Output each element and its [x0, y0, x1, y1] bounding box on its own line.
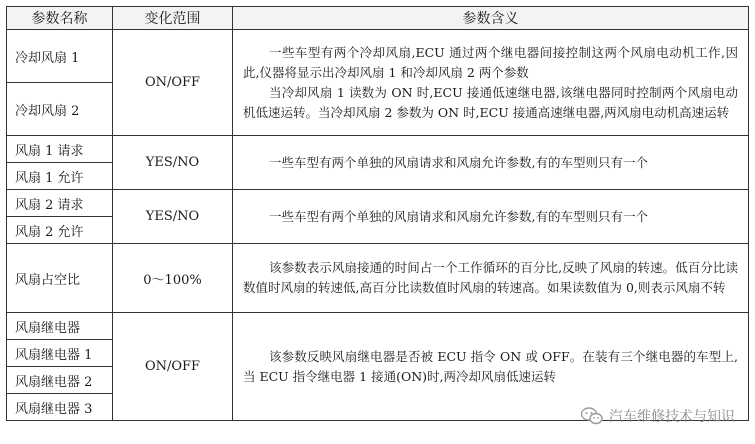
table-row	[7, 313, 749, 340]
fan-parameter-table	[6, 6, 749, 421]
param-name: 风扇继电器 2	[7, 367, 113, 394]
header-row	[7, 7, 749, 30]
param-range: YES/NO	[113, 190, 233, 244]
param-meaning	[233, 136, 749, 190]
param-name: 风扇 2 请求	[7, 190, 113, 217]
header-param-name: 参数名称	[7, 7, 113, 30]
param-meaning	[233, 30, 749, 136]
meaning-paragraph: 当冷却风扇 1 读数为 ON 时,ECU 接通低速继电器,该继电器同时控制两个风扇电动机低速运转。当冷却风扇 2 参数为 ON 时,ECU 接通高速继电器,两风扇电动机高速运转	[243, 84, 738, 120]
meaning-paragraph: 一些车型有两个单独的风扇请求和风扇允许参数,有的车型则只有一个	[269, 208, 648, 224]
meaning-paragraph: 该参数表示风扇接通的时间占一个工作循环的百分比,反映了风扇的转速。低百分比读数值时风扇的转速低,高百分比读数值时风扇的转速高。如果读数值为 0,则表示风扇不转	[243, 260, 738, 295]
param-name: 风扇 1 允许	[7, 163, 113, 190]
param-name: 冷却风扇 2	[7, 83, 113, 136]
param-name: 冷却风扇 1	[7, 30, 113, 83]
param-meaning	[233, 313, 749, 421]
meaning-paragraph: 该参数反映风扇继电器是否被 ECU 指令 ON 或 OFF。在装有三个继电器的车型上,当 ECU 指令继电器 1 接通(ON)时,两冷却风扇低速运转	[243, 348, 738, 384]
param-range: YES/NO	[113, 136, 233, 190]
table-row	[7, 30, 749, 83]
watermark-text: 汽车维修技术与知识	[609, 409, 735, 425]
param-meaning	[233, 244, 749, 313]
param-name: 风扇占空比	[7, 244, 113, 313]
param-range: ON/OFF	[113, 30, 233, 136]
param-name: 风扇继电器	[7, 313, 113, 340]
watermark	[581, 406, 735, 426]
meaning-paragraph: 一些车型有两个单独的风扇请求和风扇允许参数,有的车型则只有一个	[269, 154, 648, 170]
param-range: 0～100%	[113, 244, 233, 313]
table-row	[7, 244, 749, 313]
wechat-logo-icon	[581, 407, 603, 425]
param-range: ON/OFF	[113, 313, 233, 421]
table-row	[7, 190, 749, 217]
param-name: 风扇继电器 3	[7, 394, 113, 421]
param-name: 风扇继电器 1	[7, 340, 113, 367]
param-name: 风扇 1 请求	[7, 136, 113, 163]
table-row	[7, 136, 749, 163]
header-meaning: 参数含义	[233, 7, 749, 30]
header-range: 变化范围	[113, 7, 233, 30]
param-name: 风扇 2 允许	[7, 217, 113, 244]
param-meaning	[233, 190, 749, 244]
meaning-paragraph: 一些车型有两个冷却风扇,ECU 通过两个继电器间接控制这两个风扇电动机工作,因此,仪器将显示出冷却风扇 1 和冷却风扇 2 两个参数	[243, 44, 738, 80]
